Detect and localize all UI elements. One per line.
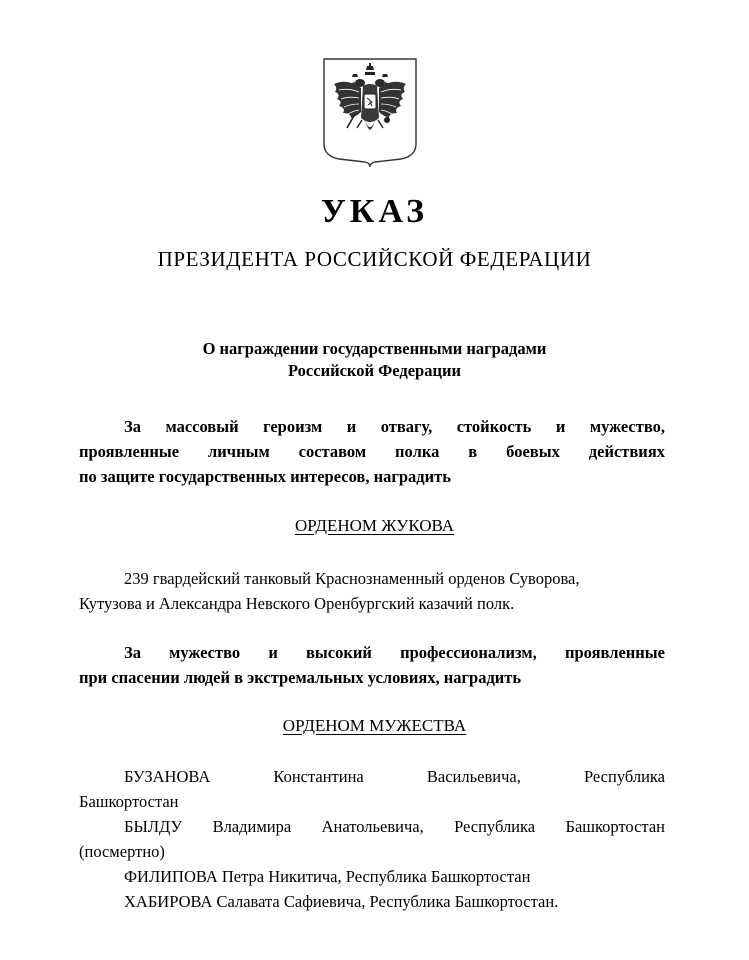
preamble-line: проявленные личным составом полка в боевых действиях [79,442,665,461]
document-subtitle: ПРЕЗИДЕНТА РОССИЙСКОЙ ФЕДЕРАЦИИ [157,247,592,271]
subject-line: Российской Федерации [288,361,461,380]
recipient-line: 239 гвардейский танковый Краснознаменный орденов Суворова, [124,569,580,588]
order-heading-courage [0,714,749,738]
recipient-line: БЫЛДУ Владимира Анатольевича, Республика Башкортостан [124,817,665,836]
subject-line: О награждении государственными наградами [202,339,547,358]
recipient-line: ФИЛИПОВА Петра Никитича, Республика Башкортостан [124,867,531,886]
preamble-line: по защите государственных интересов, наградить [79,467,451,486]
coat-of-arms-emblem [321,56,419,168]
order-heading-zhukov [0,514,749,538]
preamble-line: при спасении людей в экстремальных условиях, наградить [79,668,522,687]
section2-preamble [79,640,665,690]
preamble-line: За массовый героизм и отвагу, стойкость и мужество, [124,417,665,436]
recipient-line: Кутузова и Александра Невского Оренбургский казачий полк. [79,594,515,613]
recipient-line: (посмертно) [79,842,165,861]
section1-preamble [79,414,665,489]
preamble-line: За мужество и высокий профессионализм, проявленные [124,643,665,662]
section1-recipient [79,566,665,616]
recipient-line: БУЗАНОВА Константина Васильевича, Республика [124,767,665,786]
recipient-line: ХАБИРОВА Салавата Сафиевича, Республика Башкортостан. [124,892,559,911]
document-title: УКАЗ [320,193,429,230]
recipient-line: Башкортостан [79,792,179,811]
double-headed-eagle-icon [321,56,419,168]
order-name: ОРДЕНОМ МУЖЕСТВА [282,716,467,735]
section2-recipients [79,764,665,914]
order-name: ОРДЕНОМ ЖУКОВА [294,516,455,535]
decree-subject [0,338,749,382]
